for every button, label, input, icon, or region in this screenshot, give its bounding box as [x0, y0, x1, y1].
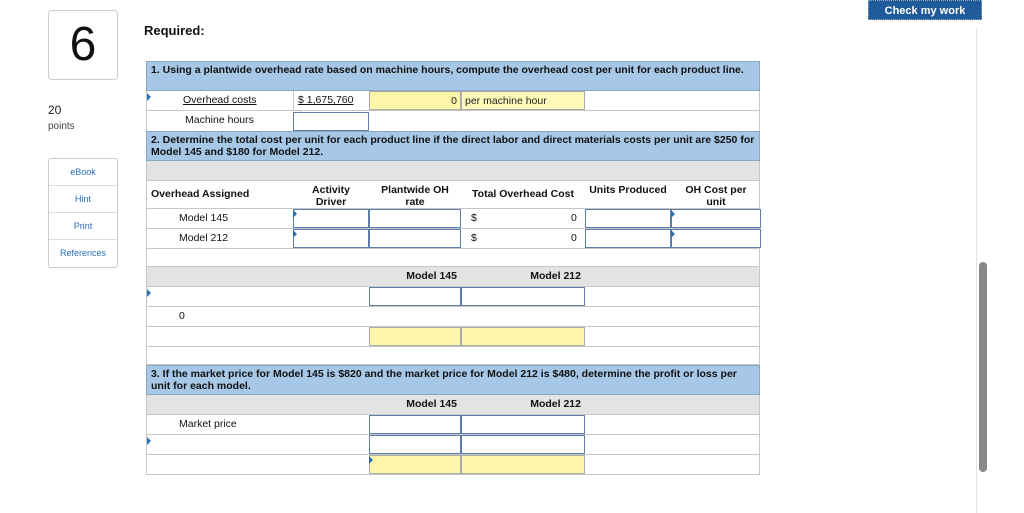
model-145-rate-input[interactable]	[369, 209, 461, 228]
total-overhead-header: Total Overhead Cost	[472, 188, 574, 200]
dropdown-marker-icon	[147, 437, 151, 445]
part2-cost-row-1	[146, 287, 760, 307]
model-212-activity-input[interactable]	[293, 229, 369, 248]
part2-bottom-empty-row	[146, 347, 760, 365]
ebook-link[interactable]: eBook	[49, 159, 117, 186]
model-145-total: 0	[571, 212, 577, 224]
part2-model-header-row	[146, 267, 760, 287]
part2-header-row	[146, 181, 760, 209]
points-value: 20	[48, 103, 62, 117]
part2-cost-row-2	[146, 307, 760, 327]
market-price-212-input[interactable]	[461, 415, 585, 434]
table-row	[146, 229, 760, 249]
oh-cost-unit-header: OH Cost per unit	[685, 184, 747, 208]
part3-model-145-header: Model 145	[406, 398, 457, 410]
part2-zero-label: 0	[179, 310, 185, 322]
part2-model-145-header: Model 145	[406, 270, 457, 282]
dropdown-marker-icon	[369, 456, 373, 464]
print-link[interactable]: Print	[49, 213, 117, 240]
model-145-currency: $	[471, 212, 477, 224]
machine-hours-input[interactable]	[293, 112, 369, 131]
overhead-costs-label: Overhead costs	[183, 94, 257, 106]
points-label: points	[48, 121, 75, 132]
model-145-activity-input[interactable]	[293, 209, 369, 228]
part3-instruction: 3. If the market price for Model 145 is $820 and the market price for Model 212 is $480, determine the profit or loss per unit for each model.	[146, 365, 760, 395]
model-212-oh-unit-input[interactable]	[671, 229, 761, 248]
rate-unit-label: per machine hour	[465, 95, 547, 107]
part2-model-212-header: Model 212	[530, 270, 581, 282]
model-212-label: Model 212	[179, 232, 229, 244]
part2-instruction: 2. Determine the total cost per unit for each product line if the direct labor and direct materials costs per unit are $250 for Model 145 and $180 for Model 212.	[146, 131, 760, 161]
part1-row-hours	[146, 111, 760, 132]
machine-hours-label: Machine hours	[185, 114, 254, 126]
model-145-oh-unit-input[interactable]	[671, 209, 761, 228]
rate-result-field	[369, 91, 461, 110]
model-145-label: Model 145	[179, 212, 229, 224]
model-212-units-input[interactable]	[585, 229, 671, 248]
part2-145-input-1[interactable]	[369, 287, 461, 306]
check-my-work-button[interactable]: Check my work	[868, 0, 982, 20]
part1-row-overhead	[146, 91, 760, 111]
part3-row-2	[146, 435, 760, 455]
part3-145-input-2[interactable]	[369, 435, 461, 454]
activity-driver-header: Activity Driver	[312, 184, 350, 208]
scrollbar-thumb[interactable]	[979, 262, 987, 472]
part3-model-212-header: Model 212	[530, 398, 581, 410]
part3-total-row	[146, 455, 760, 475]
part2-212-input-1[interactable]	[461, 287, 585, 306]
dropdown-marker-icon	[147, 289, 151, 297]
model-145-units-input[interactable]	[585, 209, 671, 228]
market-price-label: Market price	[179, 418, 237, 430]
question-number: 6	[48, 10, 118, 80]
part1-instruction: 1. Using a plantwide overhead rate based on machine hours, compute the overhead cost per unit for each product line.	[146, 61, 760, 91]
part3-model-header-row	[146, 395, 760, 415]
overhead-assigned-header: Overhead Assigned	[151, 188, 250, 200]
dropdown-marker-icon	[293, 230, 297, 238]
part2-spacer-row	[146, 161, 760, 181]
rate-result-value: 0	[451, 95, 457, 107]
required-heading: Required:	[144, 23, 205, 38]
model-212-rate-input[interactable]	[369, 229, 461, 248]
overhead-costs-value: $ 1,675,760	[298, 94, 354, 106]
part3-market-price-row	[146, 415, 760, 435]
part3-212-input-2[interactable]	[461, 435, 585, 454]
table-row	[146, 209, 760, 229]
side-menu	[48, 158, 118, 268]
model-212-currency: $	[471, 232, 477, 244]
model-212-total: 0	[571, 232, 577, 244]
market-price-145-input[interactable]	[369, 415, 461, 434]
part2-total-row	[146, 327, 760, 347]
part2-empty-row	[146, 249, 760, 267]
units-produced-header: Units Produced	[589, 184, 667, 196]
rate-unit-field	[461, 91, 585, 110]
references-link[interactable]: References	[59, 248, 107, 258]
dropdown-marker-icon	[671, 230, 675, 238]
dropdown-marker-icon	[147, 93, 151, 101]
part3-145-total-field	[369, 455, 461, 474]
part3-212-total-field	[461, 455, 585, 474]
hint-link[interactable]: Hint	[49, 186, 117, 213]
overhead-costs-cell	[293, 91, 371, 110]
part2-212-total-field	[461, 327, 585, 346]
plantwide-rate-header: Plantwide OH rate	[381, 184, 449, 208]
dropdown-marker-icon	[293, 210, 297, 218]
dropdown-marker-icon	[671, 210, 675, 218]
part2-145-total-field	[369, 327, 461, 346]
